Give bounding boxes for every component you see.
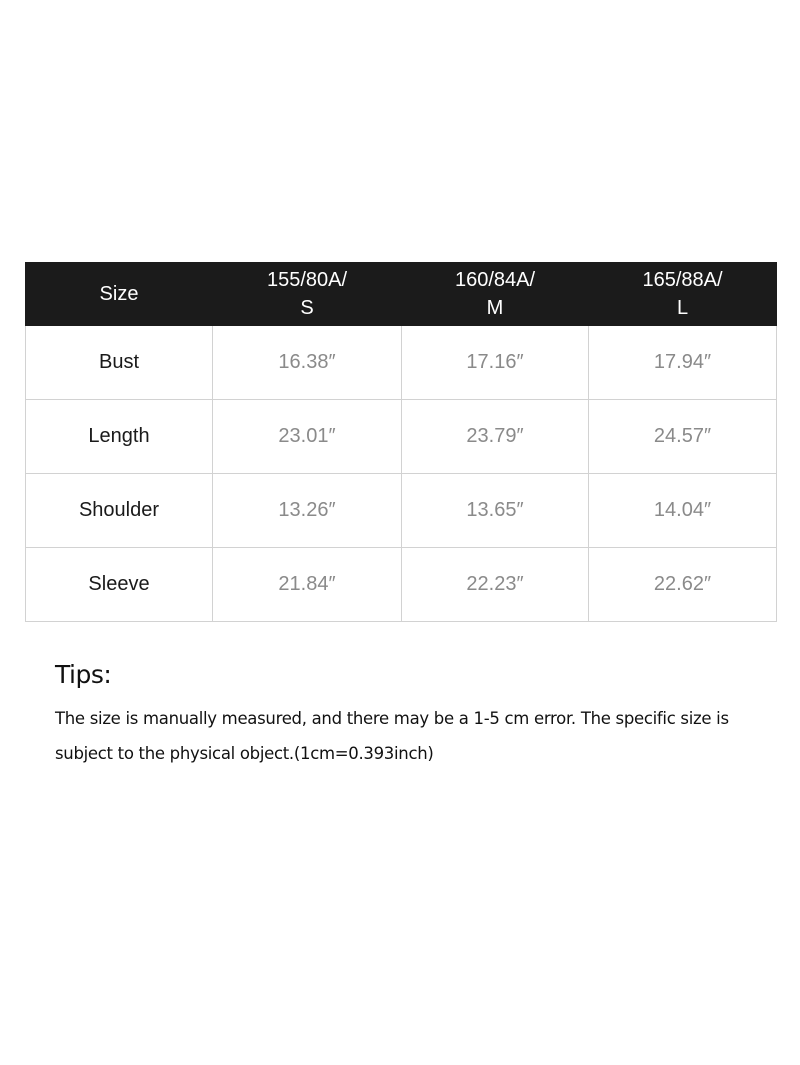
- header-row: [26, 263, 777, 326]
- header-size-l-code: 165/88A/: [642, 269, 723, 291]
- size-chart-body: [26, 326, 777, 622]
- table-cell: 21.84″: [213, 548, 402, 622]
- header-size-l: [589, 263, 777, 326]
- row-label-bust: Bust: [26, 326, 213, 400]
- header-size-m-letter: M: [486, 297, 504, 319]
- table-cell: 23.79″: [402, 400, 589, 474]
- table-cell: 22.23″: [402, 548, 589, 622]
- table-cell: 22.62″: [589, 548, 777, 622]
- tips-section: [55, 660, 785, 771]
- tips-title: Tips:: [55, 660, 112, 689]
- table-cell: 17.94″: [589, 326, 777, 400]
- table-row: [26, 326, 777, 400]
- table-cell: 17.16″: [402, 326, 589, 400]
- header-size-l-letter: L: [676, 297, 689, 319]
- table-row: [26, 474, 777, 548]
- header-size-s-code: 155/80A/: [266, 269, 348, 291]
- size-chart-header: [26, 263, 777, 326]
- table-cell: 14.04″: [589, 474, 777, 548]
- header-size-s-letter: S: [300, 297, 314, 319]
- table-cell: 13.26″: [213, 474, 402, 548]
- table-cell: 16.38″: [213, 326, 402, 400]
- tips-text: The size is manually measured, and there may be a 1-5 cm error. The specific size is subject to the physical object.(1cm=0.393inch): [55, 709, 729, 763]
- row-label-length: Length: [26, 400, 213, 474]
- table-cell: 24.57″: [589, 400, 777, 474]
- table-cell: 23.01″: [213, 400, 402, 474]
- header-size-label: Size: [26, 263, 213, 326]
- table-row: [26, 400, 777, 474]
- header-size-m: [402, 263, 589, 326]
- table-cell: 13.65″: [402, 474, 589, 548]
- table-row: [26, 548, 777, 622]
- size-chart-table: [25, 262, 777, 622]
- header-size-m-code: 160/84A/: [454, 269, 536, 291]
- header-size-s: [213, 263, 402, 326]
- row-label-shoulder: Shoulder: [26, 474, 213, 548]
- row-label-sleeve: Sleeve: [26, 548, 213, 622]
